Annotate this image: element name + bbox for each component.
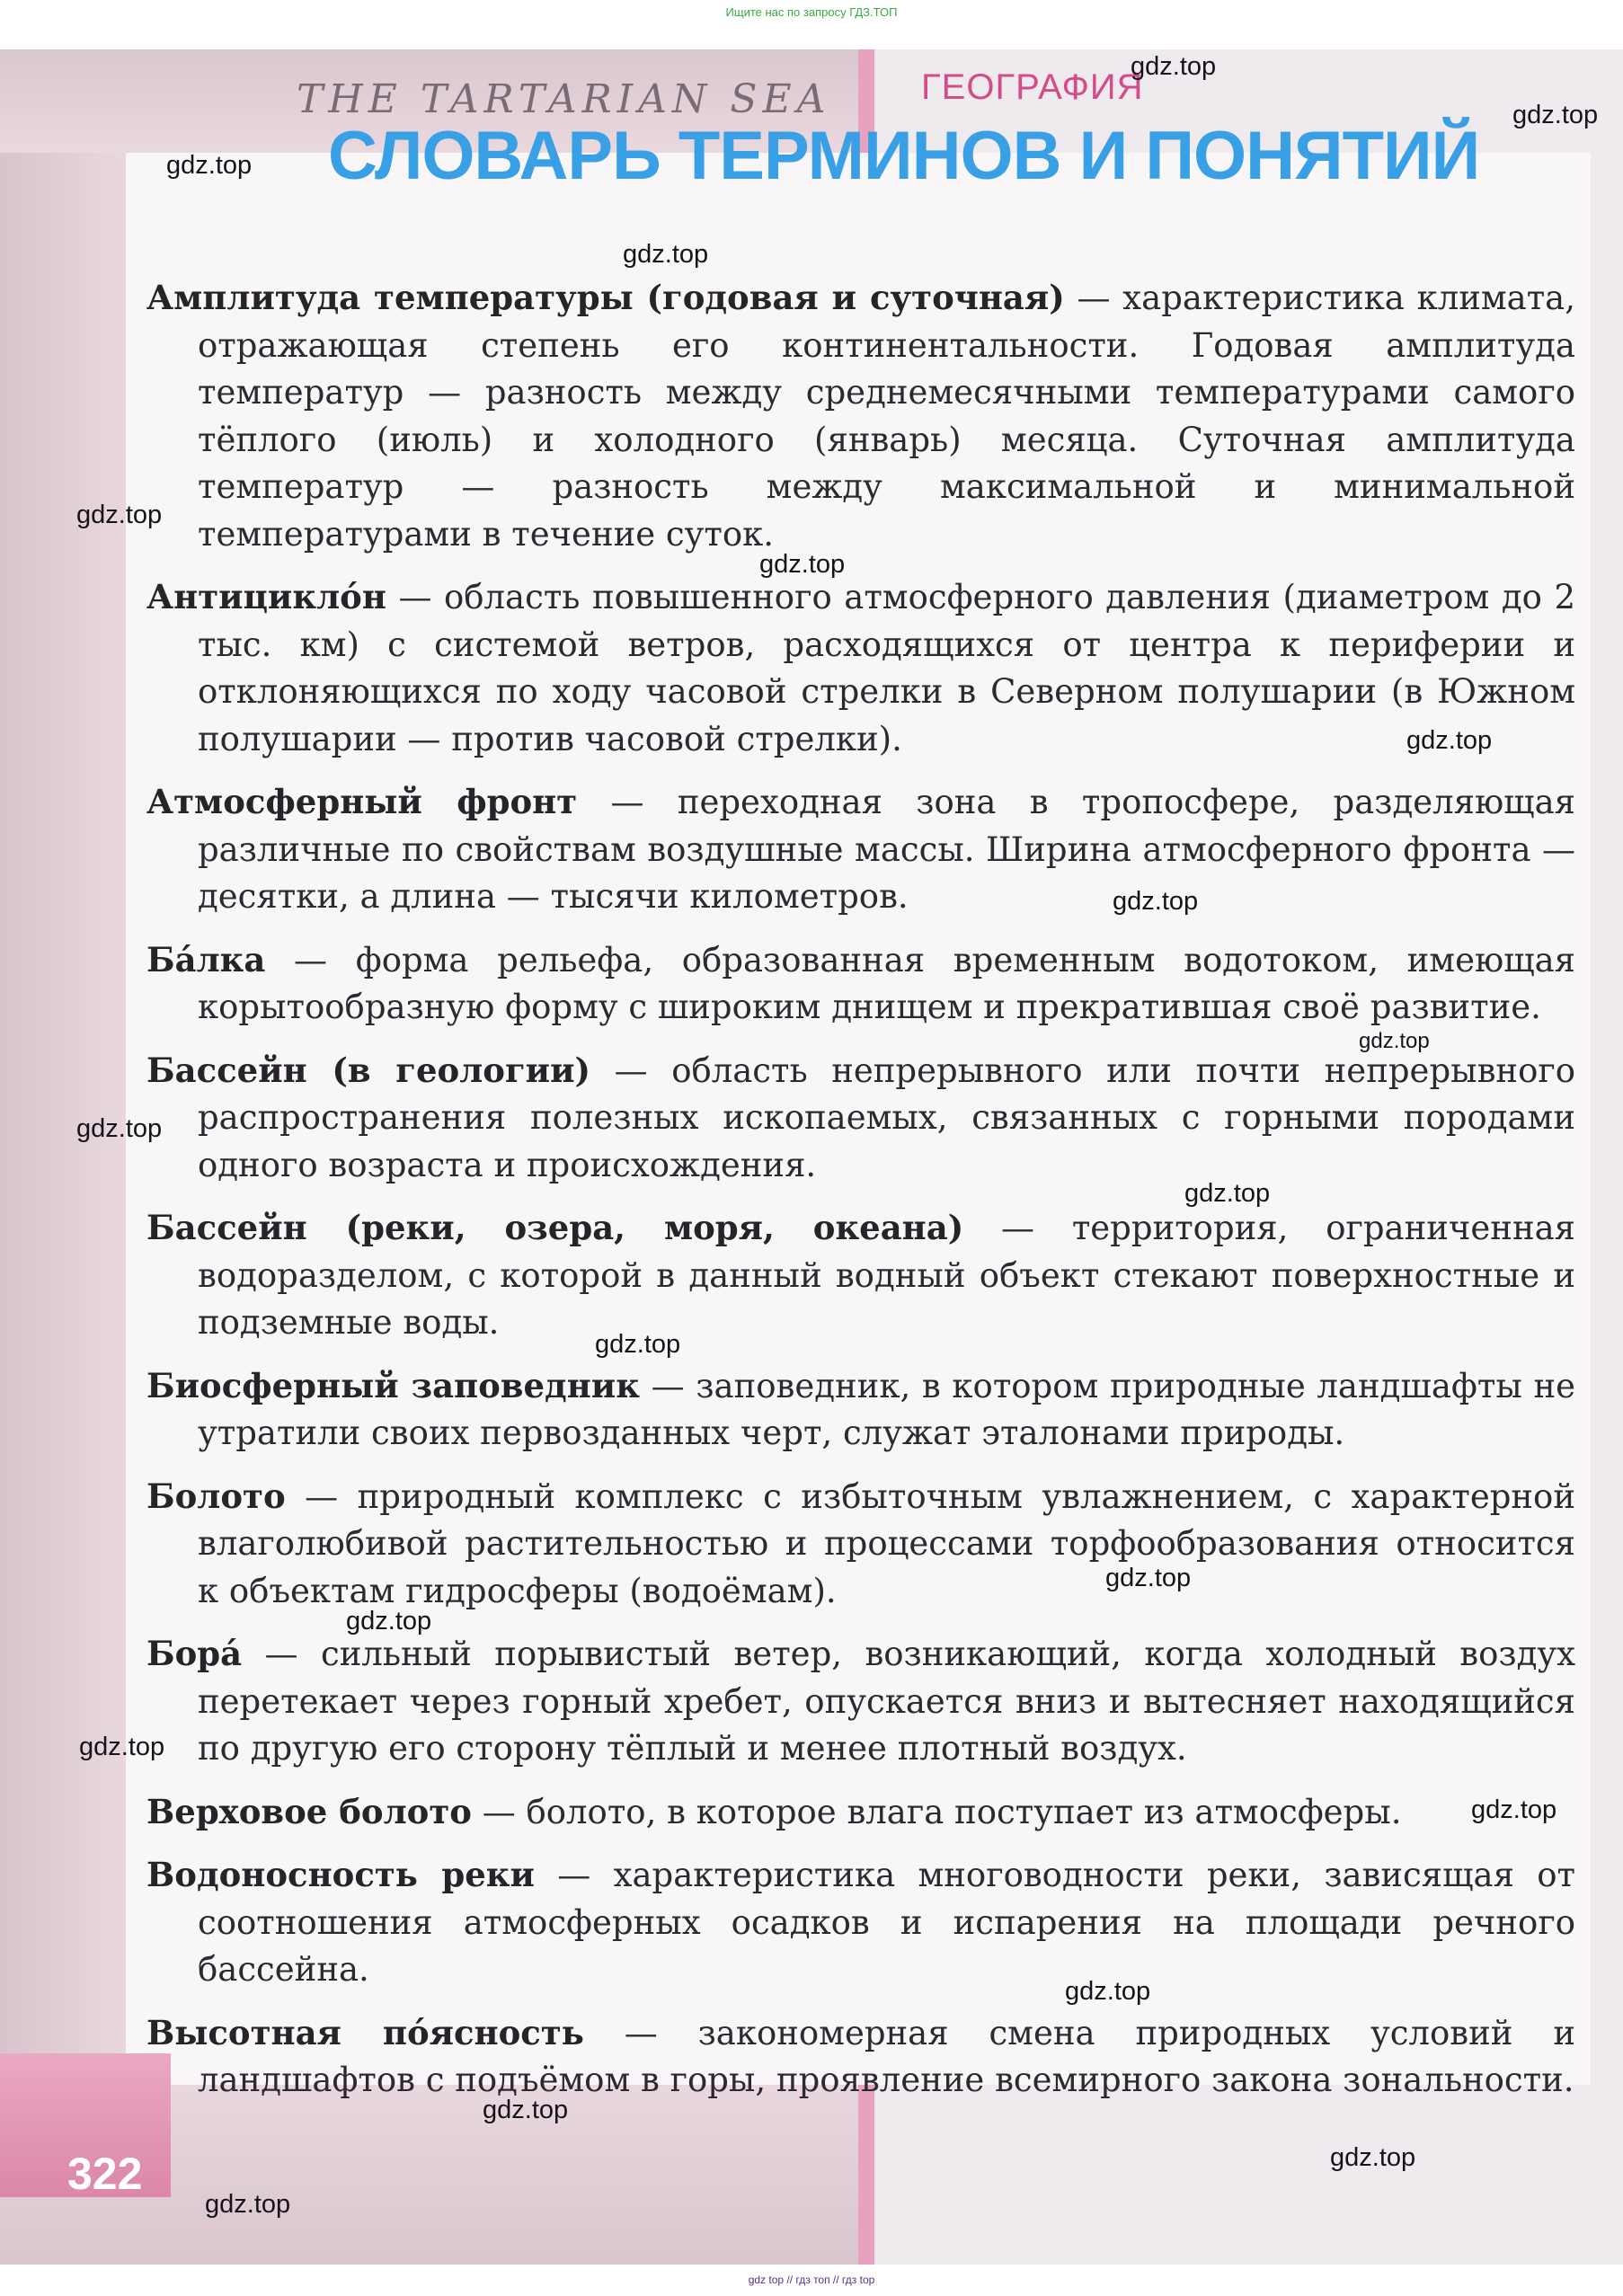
- glossary-definition: — территория, ограниченная водоразделом, с которой в данный водный объект стекают поверхностные и подземные воды.: [198, 1209, 1576, 1342]
- glossary-entry: [146, 1204, 1575, 1347]
- watermark: gdz.top: [1184, 1179, 1271, 1208]
- bottom-banner: gdz top // гдз топ // гдз top: [748, 2274, 875, 2286]
- glossary-entry: [146, 1473, 1575, 1616]
- glossary-entry: [146, 1047, 1575, 1190]
- glossary-definition: — форма рельефа, образованная временным водотоком, имеющая корытообразную форму с широким днищем и прекратившая своё развитие.: [198, 940, 1575, 1026]
- glossary-entry: [146, 1630, 1575, 1773]
- watermark: gdz.top: [1330, 2143, 1416, 2172]
- glossary-term: Амплитуда температуры (годовая и суточная): [146, 278, 1065, 317]
- watermark: gdz.top: [595, 1330, 681, 1359]
- glossary-term: Антициклóн: [146, 577, 386, 616]
- glossary-term: Болото: [146, 1476, 286, 1516]
- glossary-term: Атмосферный фронт: [146, 782, 578, 821]
- glossary-term: Водоносность реки: [146, 1855, 535, 1894]
- glossary-entry: [146, 1362, 1575, 1458]
- glossary-definition: — природный комплекс с избыточным увлажнением, с характерной влаголюбивой растительностью и процессами торфообразования относится к объектам гидросферы (водоёмам).: [198, 1476, 1575, 1610]
- page-title: СЛОВАРЬ ТЕРМИНОВ И ПОНЯТИЙ: [328, 118, 1480, 194]
- watermark: gdz.top: [1359, 1029, 1430, 1053]
- glossary-entry: [146, 2009, 1575, 2105]
- glossary-definition: — сильный порывистый ветер, возникающий, когда холодный воздух перетекает через горный хребет, опускается вниз и вытесняет находящийся по другую его сторону тёплый и менее плотный воздух.: [198, 1635, 1575, 1768]
- map-caption: THE TARTARIAN SEA: [297, 76, 831, 122]
- watermark: gdz.top: [346, 1607, 432, 1636]
- glossary-definition: — характеристика климата, отражающая степень его континентальности. Годовая амплитуда температур — разность между среднемесячными температурами самого тёплого (июль) и холодного (январь) месяца. Суточная амплитуда температур — разность между максимальной и минимальной температурами в течение суток.: [198, 279, 1576, 554]
- glossary-list: [146, 274, 1575, 2120]
- watermark: gdz.top: [483, 2096, 569, 2124]
- glossary-definition: — переходная зона в тропосфере, разделяющая различные по свойствам воздушные массы. Ширина атмосферного фронта — десятки, а длина — тысячи километров.: [198, 783, 1575, 916]
- glossary-definition: — закономерная смена природных условий и ландшафтов с подъёмом в горы, проявление всемирного закона зональности.: [198, 2013, 1575, 2099]
- watermark: gdz.top: [1471, 1795, 1557, 1824]
- glossary-definition: — характеристика многоводности реки, зависящая от соотношения атмосферных осадков и испарения на площади речного бассейна.: [198, 1856, 1575, 1989]
- glossary-entry: [146, 1788, 1575, 1837]
- glossary-term: Бáлка: [146, 939, 266, 980]
- glossary-entry: [146, 1851, 1575, 1994]
- watermark: gdz.top: [1105, 1564, 1192, 1592]
- glossary-definition: — заповедник, в котором природные ландшафты не утратили своих первозданных черт, служат эталонами природы.: [198, 1366, 1575, 1452]
- watermark: gdz.top: [205, 2190, 291, 2219]
- top-banner: Ищите нас по запросу ГДЗ.ТОП: [725, 5, 898, 19]
- glossary-entry: [146, 274, 1575, 558]
- watermark: gdz.top: [76, 501, 163, 529]
- glossary-entry: [146, 936, 1575, 1032]
- map-background-left: [0, 49, 126, 2265]
- watermark: gdz.top: [1113, 887, 1199, 916]
- section-label: ГЕОГРАФИЯ: [921, 67, 1144, 107]
- watermark: gdz.top: [1406, 726, 1493, 755]
- watermark: gdz.top: [1131, 52, 1217, 81]
- watermark: gdz.top: [1065, 1977, 1151, 2006]
- glossary-definition: — область непрерывного или почти непрерывного распространения полезных ископаемых, связанных с горными породами одного возраста и происхождения.: [198, 1050, 1576, 1184]
- watermark: gdz.top: [759, 550, 846, 579]
- watermark: gdz.top: [623, 240, 709, 269]
- glossary-term: Высотная пóясность: [146, 2012, 584, 2052]
- glossary-term: Бассейн (в геологии): [146, 1050, 591, 1090]
- glossary-term: Бассейн (реки, озера, моря, океана): [146, 1208, 964, 1247]
- glossary-term: Верховое болото: [146, 1791, 472, 1831]
- watermark: gdz.top: [166, 151, 253, 180]
- glossary-entry: [146, 778, 1575, 921]
- glossary-term: Борá: [146, 1634, 243, 1673]
- glossary-entry: [146, 573, 1575, 763]
- watermark: gdz.top: [1512, 101, 1599, 129]
- watermark: gdz.top: [79, 1733, 165, 1761]
- glossary-definition: — область повышенного атмосферного давления (диаметром до 2 тыс. км) с системой ветров, расходящихся от центра к периферии и отклоняющихся по ходу часовой стрелки в Северном полушарии (в Южном полушарии — против часовой стрелки).: [198, 578, 1575, 758]
- glossary-definition: — болото, в которое влага поступает из атмосферы.: [471, 1792, 1402, 1831]
- glossary-term: Биосферный заповедник: [146, 1365, 640, 1405]
- watermark: gdz.top: [76, 1114, 163, 1143]
- page-number: 322: [67, 2149, 143, 2199]
